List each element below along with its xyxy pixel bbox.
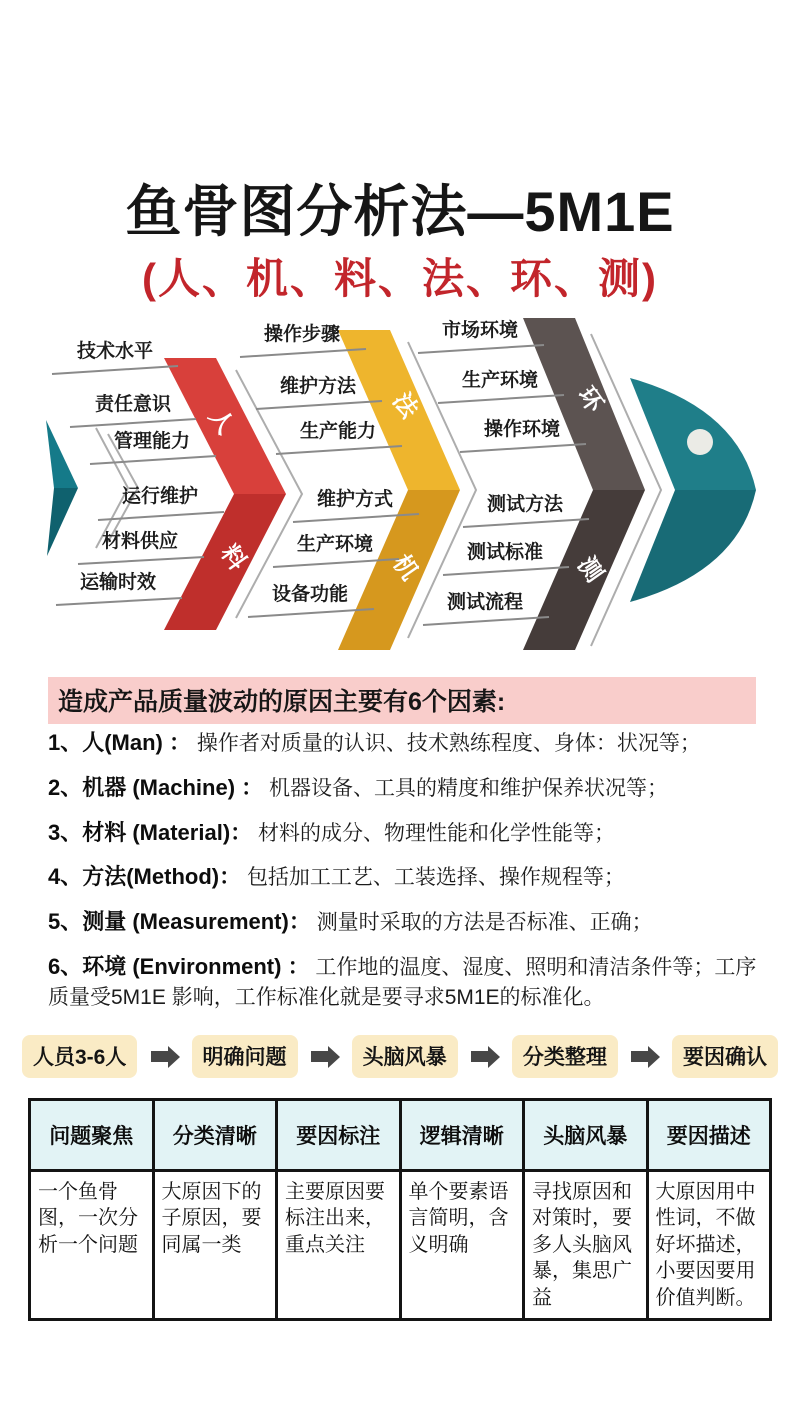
process-flow — [22, 1035, 778, 1078]
cause-line — [90, 456, 216, 464]
branch-label-measure: 测 — [572, 552, 609, 588]
branch-label-machine: 机 — [387, 550, 424, 586]
arrow-right-icon — [631, 1051, 648, 1062]
factors-heading: 造成产品质量波动的原因主要有6个因素: — [48, 677, 756, 724]
table-cell: 寻找原因和对策时，要多人头脑风暴，集思广益 — [524, 1171, 648, 1320]
svg-text:测试流程: 测试流程 — [446, 592, 524, 613]
branch-label-man: 人 — [203, 404, 240, 440]
cause-line — [56, 598, 182, 605]
cause-line — [438, 395, 564, 403]
factor-term: 1、人(Man) ： — [48, 730, 192, 755]
cause-label — [56, 570, 182, 605]
svg-text:测试标准: 测试标准 — [466, 542, 544, 563]
cause-label — [52, 339, 178, 374]
svg-text:生产环境: 生产环境 — [461, 370, 539, 391]
table-cell: 一个鱼骨图，一次分析一个问题 — [30, 1171, 154, 1320]
factor-item — [48, 727, 762, 759]
cause-line — [463, 519, 589, 527]
factor-item — [48, 861, 762, 893]
svg-text:操作步骤: 操作步骤 — [263, 324, 341, 345]
cause-line — [443, 567, 569, 575]
factor-desc: 包括加工工艺、工装选择、操作规程等； — [246, 866, 625, 890]
table-header-cell: 要因标注 — [277, 1100, 401, 1171]
table-header-cell: 头脑风暴 — [524, 1100, 648, 1171]
svg-text:运行维护: 运行维护 — [121, 486, 199, 507]
flow-step-badge: 明确问题 — [192, 1035, 298, 1078]
page-subtitle: (人、机、料、法、环、测) — [142, 255, 658, 302]
table-cell: 单个要素语言简明，含义明确 — [400, 1171, 524, 1320]
svg-text:测试方法: 测试方法 — [486, 494, 564, 515]
cause-line — [78, 557, 204, 564]
cause-line — [256, 401, 382, 409]
fishbone-diagram — [0, 300, 800, 660]
factor-desc: 测量时采取的方法是否标准、正确； — [316, 911, 653, 935]
svg-text:市场环境: 市场环境 — [441, 320, 519, 341]
cause-label — [438, 368, 564, 403]
factor-desc: 机器设备、工具的精度和维护保养状况等； — [268, 776, 668, 800]
cause-line — [240, 349, 366, 357]
cause-line — [52, 366, 178, 374]
cause-line — [70, 419, 196, 427]
cause-line — [276, 446, 402, 454]
svg-text:运输时效: 运输时效 — [79, 572, 157, 593]
branch-band-environment-measure — [523, 318, 661, 650]
factor-term: 4、方法(Method)： — [48, 864, 242, 890]
svg-text:维护方法: 维护方法 — [279, 376, 357, 397]
table-header-row — [30, 1100, 771, 1171]
svg-text:生产能力: 生产能力 — [299, 421, 377, 442]
flow-step-badge: 要因确认 — [672, 1035, 778, 1078]
branch-label-material: 料 — [215, 540, 252, 576]
factor-term: 3、材料 (Material)： — [48, 819, 253, 845]
factor-item — [48, 906, 762, 938]
factor-term: 5、测量 (Measurement)： — [48, 909, 311, 935]
cause-label — [423, 590, 549, 625]
cause-line — [98, 512, 224, 520]
arrow-right-icon — [311, 1051, 328, 1062]
table-header-cell: 问题聚焦 — [30, 1100, 154, 1171]
factor-desc: 材料的成分、物理性能和化学性能等； — [258, 821, 615, 845]
flow-step-badge: 分类整理 — [512, 1035, 618, 1078]
flow-step-badge: 人员3-6人 — [22, 1035, 137, 1078]
table-header-cell: 分类清晰 — [153, 1100, 277, 1171]
table-cell: 大原因下的子原因，要同属一类 — [153, 1171, 277, 1320]
cause-line — [460, 444, 586, 452]
branch-label-environment: 环 — [572, 382, 609, 418]
cause-line — [418, 345, 544, 353]
svg-text:责任意识: 责任意识 — [94, 394, 172, 415]
svg-text:生产环境: 生产环境 — [296, 534, 374, 555]
factor-item — [48, 817, 762, 849]
cause-label — [443, 540, 569, 575]
flow-step-badge: 头脑风暴 — [352, 1035, 458, 1078]
table-header-cell: 逻辑清晰 — [400, 1100, 524, 1171]
arrow-right-icon — [151, 1051, 168, 1062]
cause-label — [98, 484, 224, 520]
factor-term: 6、环境 (Environment) ： — [48, 954, 310, 980]
branch-label-method: 法 — [387, 388, 424, 424]
factor-desc: 操作者对质量的认识、技术熟练程度、身体：状况等； — [196, 732, 701, 755]
svg-text:维护方式: 维护方式 — [316, 489, 394, 510]
page-title: 鱼骨图分析法—5M1E — [125, 180, 675, 243]
factor-desc: 工作地的温度、湿度、照明和清洁条件等；工序质量受5M1E 影响，工作标准化就是要寻求5M1E的标准化。 — [48, 956, 757, 1009]
fish-eye — [687, 429, 713, 455]
factor-term: 2、机器 (Machine) ： — [48, 774, 264, 800]
svg-text:设备功能: 设备功能 — [271, 584, 349, 605]
cause-line — [423, 617, 549, 625]
factors-list — [48, 727, 762, 1026]
svg-text:材料供应: 材料供应 — [101, 531, 179, 552]
table-cell: 大原因用中性词，不做好坏描述，小要因要用价值判断。 — [647, 1171, 771, 1320]
svg-text:技术水平: 技术水平 — [76, 341, 154, 362]
table-header-cell: 要因描述 — [647, 1100, 771, 1171]
fish-head — [630, 378, 756, 602]
table-row — [30, 1171, 771, 1320]
cause-label — [70, 392, 196, 427]
arrow-right-icon — [471, 1051, 488, 1062]
cause-label — [463, 492, 589, 527]
criteria-table — [28, 1098, 772, 1321]
factor-item — [48, 772, 762, 804]
svg-text:管理能力: 管理能力 — [113, 431, 191, 452]
factor-item — [48, 951, 762, 1013]
svg-text:操作环境: 操作环境 — [483, 419, 561, 440]
cause-label — [418, 318, 544, 353]
table-cell: 主要原因要标注出来，重点关注 — [277, 1171, 401, 1320]
